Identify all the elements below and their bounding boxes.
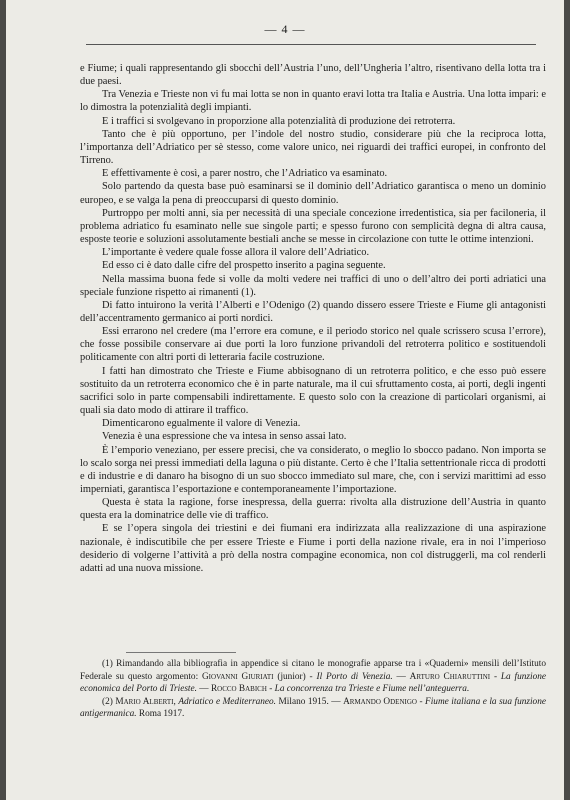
paragraph: L’importante è vedere quale fosse allora il valore dell’Adriatico.	[102, 247, 370, 259]
paragraph: I fatti han dimostrato che Trieste e Fiume abbisognano di un retroterra politico, e che esso può essere sostituito da un retroterra economico che è in parte naturale, ma il cui sfruttamento costa, ai porti, degli ingenti sacrifici solo in parte compensabili indirettamente. E questo solo con la creazione di particolari organismi, ai quali sia dato modo di attirare il traffico.	[80, 365, 546, 417]
footnote-text: (1) Rimandando alla bibliografia in appendice si citano le monografie apparse tra i «Quaderni» mensili dell’Istituto Federale su questo argomento:	[80, 659, 546, 682]
footnotes	[80, 658, 546, 721]
footnote-text: (2)	[102, 696, 116, 707]
paragraph: Purtroppo per molti anni, sia per necessità di una speciale concezione irredentistica, sia per faciloneria, il problema adriatico fu esaminato nelle sue singole parti; e spesso furono con semplicità degna di altra causa, esposte teorie e soluzioni assolutamente bestiali anche se messe in circolazione con tutte le ottime intenzioni.	[80, 207, 546, 246]
footnote-author: Mario Alberti	[115, 696, 174, 707]
page-number-header: — 4 —	[264, 22, 306, 36]
footnote-title: La concorrenza tra Trieste e Fiume nell’anteguerra.	[274, 684, 470, 695]
footnote-1	[80, 658, 546, 696]
footnote-separator: -	[416, 696, 426, 707]
footnote-separator: —	[392, 671, 410, 682]
footnote-title: Adriatico e Mediterraneo.	[178, 696, 277, 707]
header-rule	[86, 44, 536, 45]
footnote-2	[80, 696, 546, 721]
footnote-text: Roma 1917.	[136, 709, 185, 720]
footnote-author: Rocco Babich	[210, 684, 267, 695]
footnote-text: Milano 1915. —	[276, 696, 344, 707]
footnote-author: Giovanni Giuriati	[201, 671, 274, 682]
paragraph: Venezia è una espressione che va intesa in senso assai lato.	[102, 431, 347, 443]
footnote-separator: -	[490, 671, 501, 682]
paragraph: E i traffici si svolgevano in proporzione alla potenzialità di produzione dei retroterra.	[102, 115, 456, 127]
footnote-title: Il Porto di Venezia.	[316, 671, 393, 682]
paragraph: e Fiume; i quali rappresentando gli sbocchi dell’Austria l’uno, dell’Ungheria l’altro, risentivano della lotta tra i due paesi.	[80, 63, 546, 88]
paragraph: È l’emporio veneziano, per essere precisi, che va considerato, o meglio lo sbocco padano. Non importa se lo scalo sorga nei pressi immediati della laguna o più distante. Certo è che l’Italia settentrionale ricca di prodotti e di industrie e di danaro ha bisogno di un suo sbocco immediato sul mare, che, con i servizi marittimi ad esso imperniati, garantisca l’esportazione e contemporaneamente l’importazione.	[80, 444, 546, 495]
paragraph: Questa è stata la ragione, forse inespressa, della guerra: rivolta alla distruzione dell’Austria in quanto questa era la dominatrice delle vie di traffico.	[80, 497, 546, 522]
document-page	[6, 0, 564, 800]
footnote-separator: —	[196, 684, 211, 695]
paragraph: Solo partendo da questa base può esaminarsi se il dominio dell’Adriatico garantisca o meno un dominio europeo, e se valga la pena di preoccuparsi di questo dominio.	[80, 181, 546, 206]
paragraph: E se l’opera singola dei triestini e dei fiumani era indirizzata alla realizzazione di una aspirazione nazionale, è indiscutibile che per essere Trieste e Fiume i porti della nazione rivale, era in noi l’imperioso desiderio di volgerne l’attività a prò della nostra compagine economica, non col distruggerli, ma col renderli adatti ad una nuova missione.	[80, 523, 546, 574]
paragraph: E effettivamente è così, a parer nostro, che l’Adriatico va esaminato.	[102, 168, 388, 180]
footnote-rule	[126, 652, 236, 653]
footnote-author: Armando Odenigo	[343, 696, 417, 707]
main-text	[80, 62, 546, 575]
footnote-separator: -	[266, 684, 275, 695]
paragraph: Ed esso ci è dato dalle cifre del prospetto inserito a pagina seguente.	[102, 260, 386, 272]
paragraph: Di fatto intuirono la verità l’Alberti e l’Odenigo (2) quando dissero essere Trieste e Fiume gli antagonisti dell’accentramento germanico ai porti nordici.	[80, 299, 546, 324]
footnote-separator: ,	[173, 696, 179, 707]
footnote-title: Fiume italiana e la sua funzione antigermanica.	[80, 696, 546, 720]
footnote-author: Arturo Chiaruttini	[409, 671, 491, 682]
paragraph: Essi errarono nel credere (ma l’errore era comune, e il periodo storico nel quale scrissero scusa l’errore), che fosse possibile conservare ai due porti la loro funzione privandoli del retroterra politico e sostituendoli politicamente con altri porti di letteraria facile costruzione.	[80, 326, 546, 364]
paragraph: Nella massima buona fede si volle da molti vedere nei traffici di uno o dell’altro dei porti adriatici una speciale funzione rispetto ai rimanenti (1).	[80, 273, 546, 298]
paragraph: Dimenticarono egualmente il valore di Venezia.	[102, 418, 301, 430]
paragraph: Tanto che è più opportuno, per l’indole del nostro studio, considerare più che la reciproca lotta, l’importanza dell’Adriatico per sè stesso, come valore unico, nei riguardi dei traffici europei, in confronto del Tirreno.	[80, 128, 546, 167]
footnote-title: La funzione economica del Porto di Trieste.	[80, 671, 546, 695]
paragraph: Tra Venezia e Trieste non vi fu mai lotta se non in quanto eravi lotta tra Italia e Austria. Una lotta impari: e lo dimostra la potenzialità degli impianti.	[80, 89, 546, 114]
footnote-text: (junior) -	[273, 671, 317, 682]
